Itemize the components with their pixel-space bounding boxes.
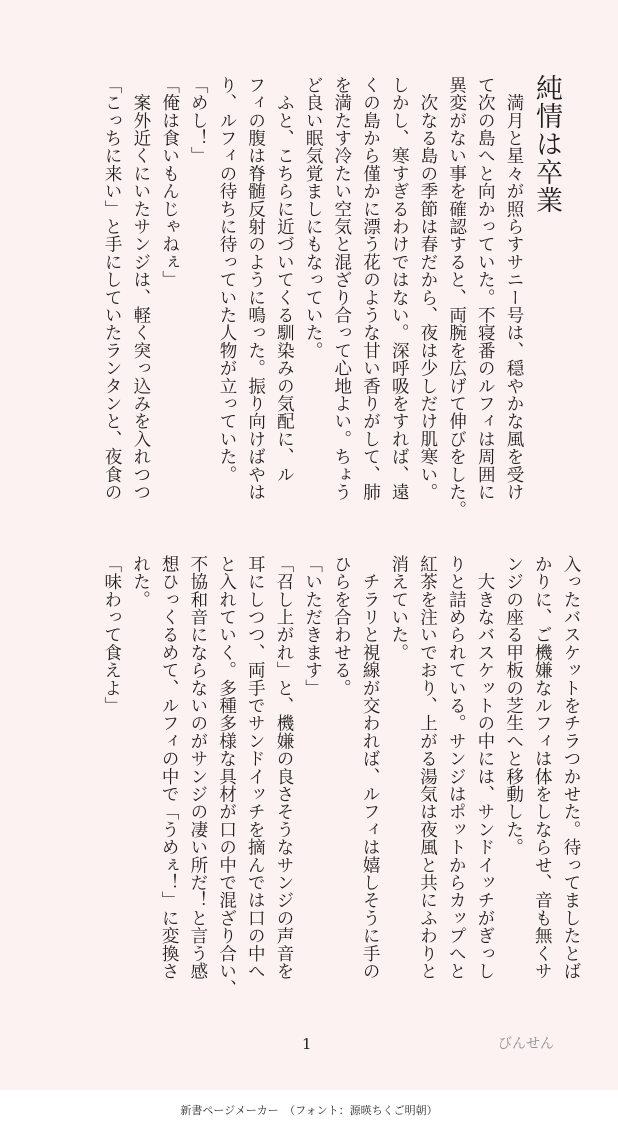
text-line: 「味わって食えよ」: [101, 555, 122, 715]
text-line: 紅茶を注いでおり、上がる湯気は夜風と共にふわりと: [417, 555, 438, 980]
text-line: くの島から僅かに漂う花のような甘い香りがして、肺: [360, 76, 381, 501]
text-line: ひらを合わせる。: [331, 555, 352, 697]
text-line: り、ルフィの待ちに待っていた人物が立っていた。: [216, 76, 237, 484]
text-line: 異変がない事を確認すると、両腕を広げて伸びをした。: [446, 76, 467, 519]
author-name: びんせん: [498, 1036, 554, 1052]
text-line: フィの腹は脊髄反射のように鳴った。振り向けばやは: [245, 76, 266, 501]
text-line: 「いただきます」: [302, 555, 323, 697]
text-line: 想ひっくるめて、ルフィの中で「うめぇ！」に変換さ: [159, 555, 180, 980]
text-line: 耳にしつつ、両手でサンドイッチを摘んでは口の中へ: [245, 555, 266, 980]
text-line: りと詰められている。サンジはポットからカップへと: [446, 555, 467, 980]
text-line: 「俺は食いもんじゃねぇ」: [159, 76, 180, 289]
text-column-top: [8, 76, 528, 536]
text-line: ど良い眠気覚ましにもなっていた。: [303, 76, 324, 360]
text-line: 「めし！」: [188, 76, 209, 165]
text-line: 不協和音にならないのがサンジの凄い所だ！と言う感: [187, 555, 208, 980]
text-line: しかし、寒すぎるわけではない。深呼吸をすれば、遠: [389, 76, 410, 501]
text-line: かりに、ご機嫌なルフィは体をしならせ、音も無くサ: [532, 555, 553, 980]
page-title: 純情は卒業: [531, 74, 562, 214]
text-line: 次なる島の季節は春だから、夜は少しだけ肌寒い。: [417, 76, 438, 501]
text-line: 満月と星々が照らすサニー号は、穏やかな風を受け: [504, 76, 524, 501]
text-line: 「こっちに来い」と手にしていたランタンと、夜食の: [102, 76, 123, 501]
text-line: て次の島へと向かっていた。不寝番のルフィは周囲に: [475, 76, 496, 501]
text-line: 「召し上がれ」と、機嫌の良さそうなサンジの声音を: [273, 555, 294, 980]
text-line: チラリと視線が交われば、ルフィは嬉しそうに手の: [360, 555, 381, 980]
text-line: 案外近くにいたサンジは、軽く突っ込みを入れつつ: [130, 76, 151, 501]
text-line: 大きなバスケットの中には、サンドイッチがぎっし: [474, 555, 495, 980]
footer-credit: 新書ページメーカー （フォント：源暎ちくご明朝）: [180, 1104, 438, 1117]
text-line: ふと、こちらに近づいてくる馴染みの気配に、ル: [274, 76, 295, 484]
text-line: と入れていく。多種多様な具材が口の中で混ざり合い、: [216, 555, 237, 998]
text-line: 入ったバスケットをチラつかせた。待ってましたとば: [561, 555, 581, 980]
text-line: れた。: [130, 555, 151, 609]
text-line: ンジの座る甲板の芝生へと移動した。: [503, 555, 524, 856]
text-line: を満たす冷たい空気と混ざり合って心地よい。ちょう: [331, 76, 352, 501]
text-line: 消えていた。: [388, 555, 409, 662]
page-number: 1: [302, 1035, 312, 1053]
text-column-bottom: [15, 555, 585, 1015]
